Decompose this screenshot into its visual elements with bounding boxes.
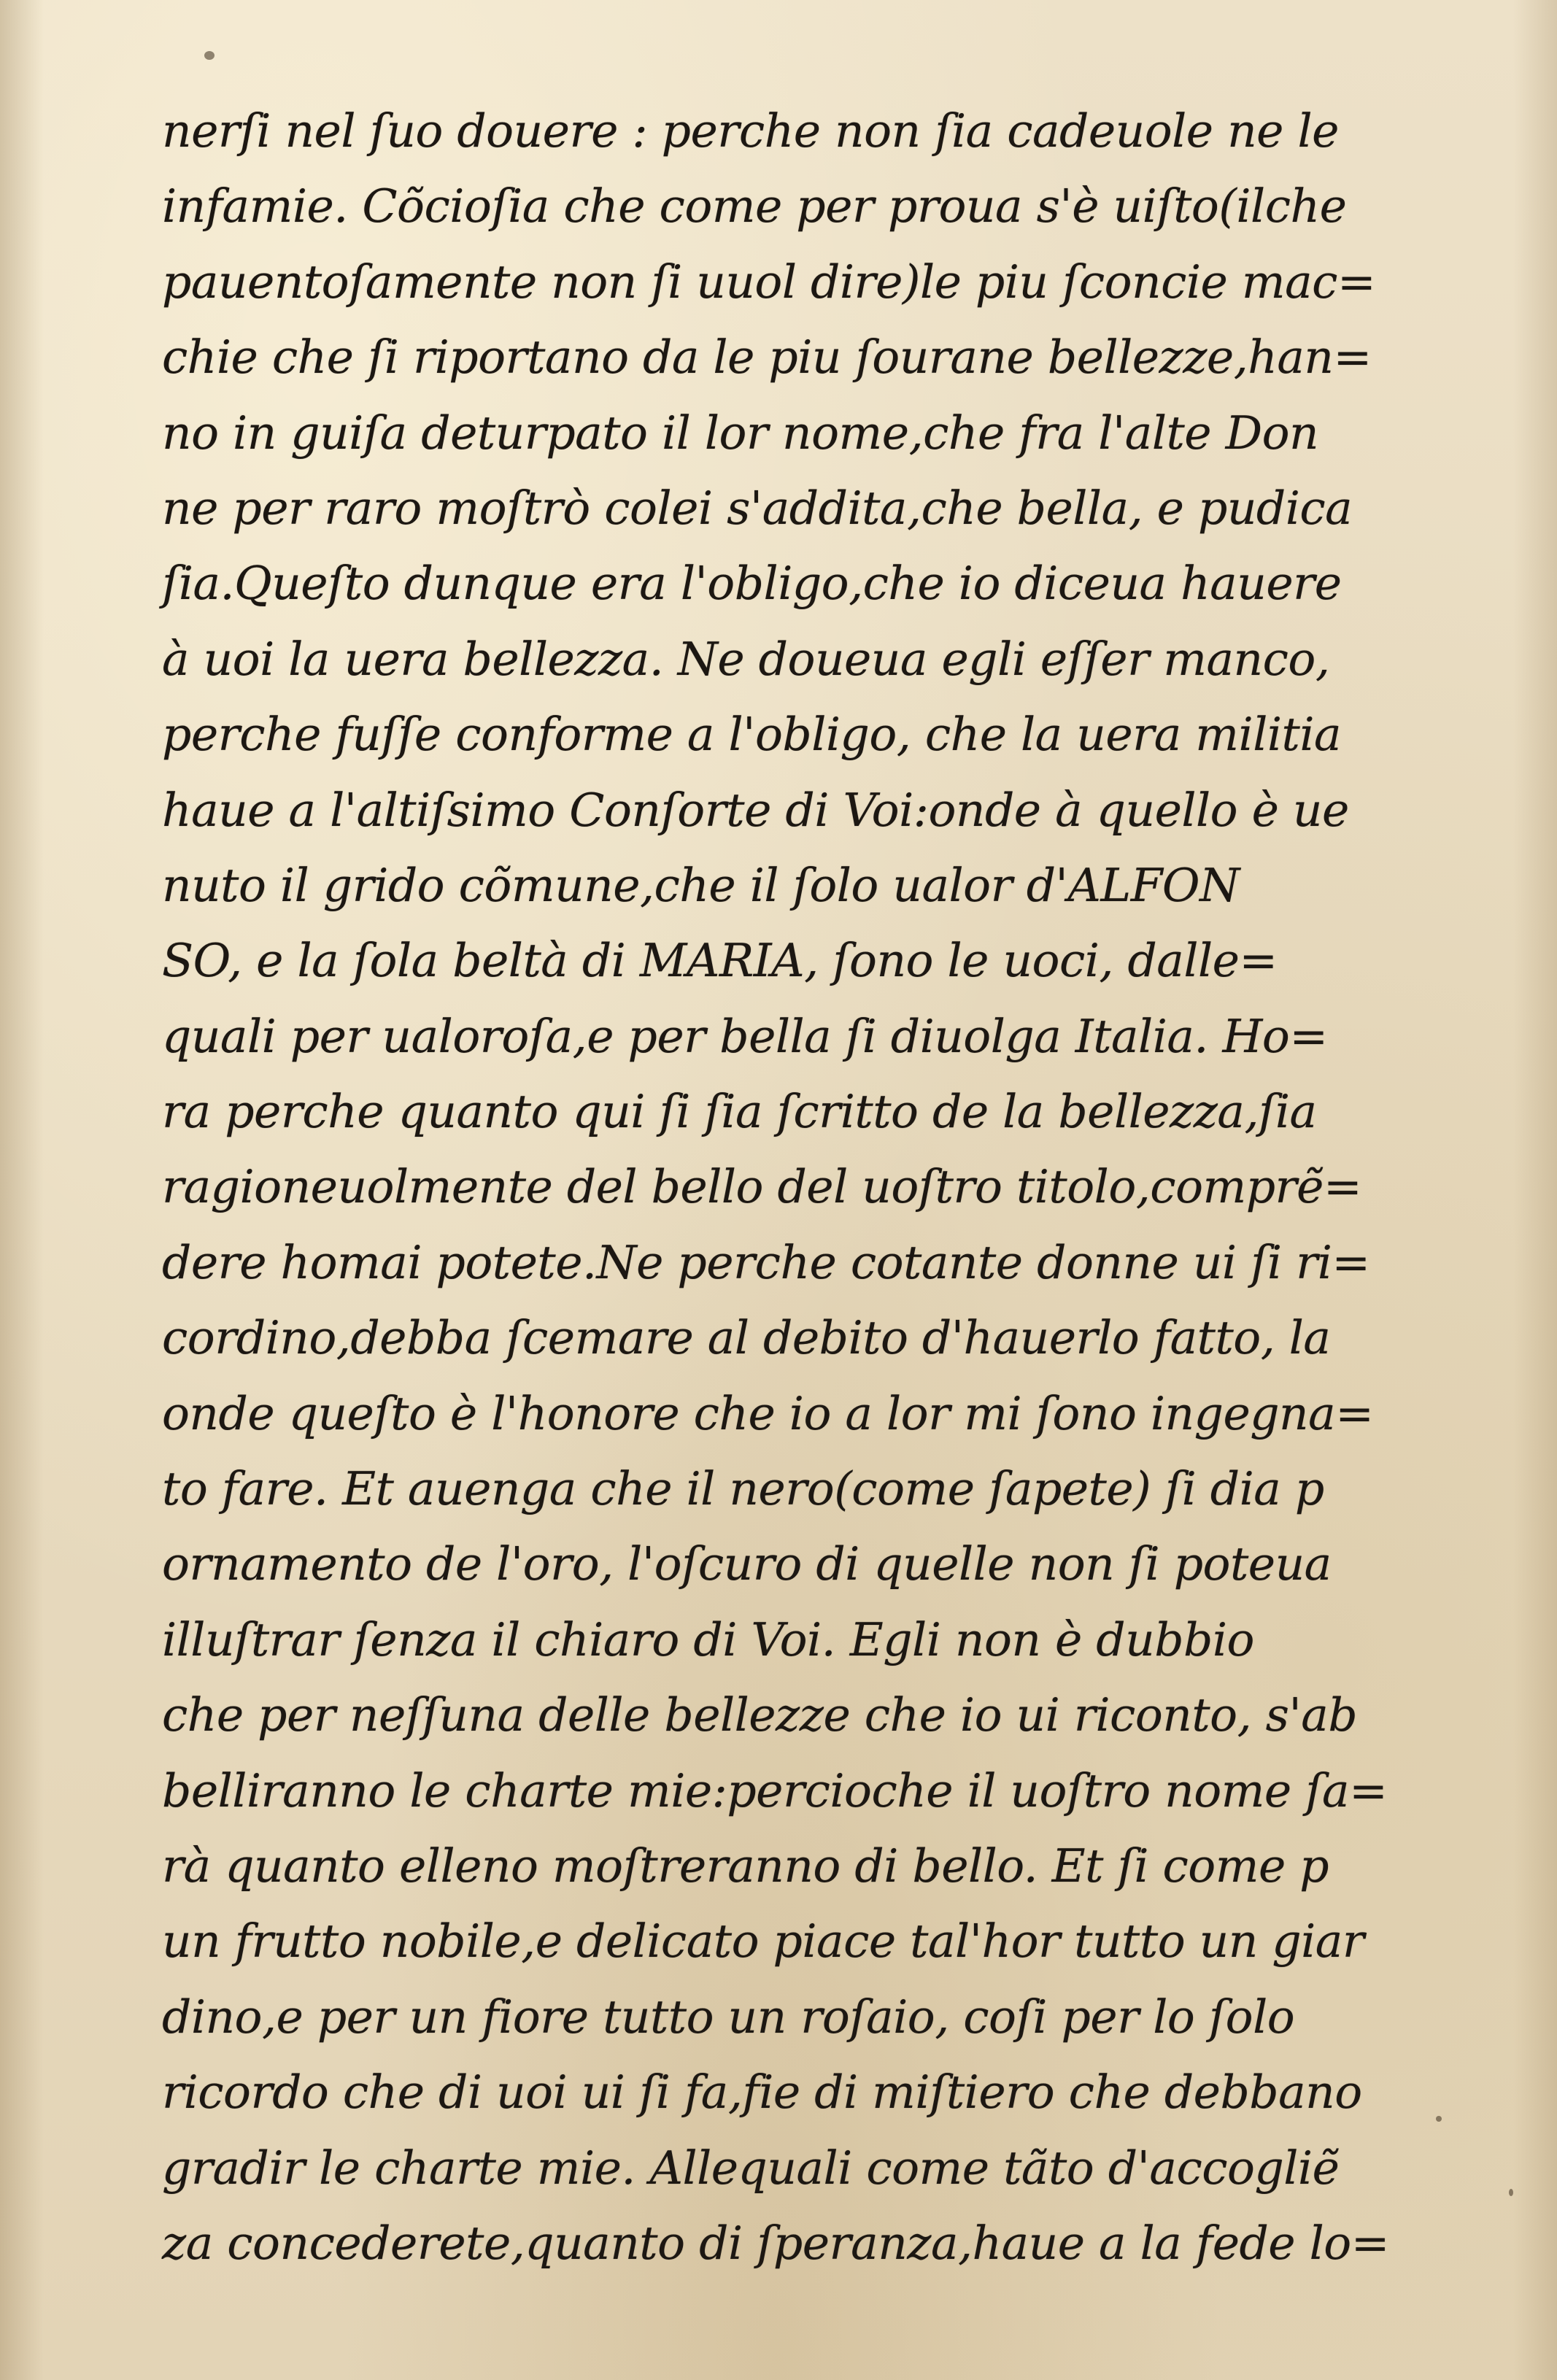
text-line: dere homai potete.Ne perche cotante donne ui ſi ri= — [162, 1235, 1370, 1289]
text-line: gradir le charte mie. Allequali come tãto d'accogliẽ — [162, 2141, 1340, 2195]
text-line: nuto il grido cõmune,che il ſolo ualor d'ALFON — [162, 858, 1240, 912]
text-line: chie che ſi riportano da le piu ſourane bellezze,han= — [162, 331, 1372, 385]
text-line: che per neſſuna delle bellezze che io ui riconto, s'ab — [162, 1688, 1358, 1742]
text-line: à uoi la uera bellezza. Ne doueua egli eſſer manco, — [162, 632, 1330, 686]
text-line: no in guiſa deturpato il lor nome,che fra l'alte Don — [162, 406, 1319, 460]
text-line: ne per raro moſtrò colei s'addita,che bella, e pudica — [162, 481, 1353, 535]
page-left-edge-shadow — [0, 0, 44, 2380]
ink-speck — [1509, 2189, 1513, 2196]
text-line: pauentoſamente non ſi uuol dire)le piu ſconcie mac= — [162, 255, 1376, 309]
text-line: ragioneuolmente del bello del uoſtro titolo,comprẽ= — [162, 1160, 1362, 1214]
text-line: nerſi nel ſuo douere : perche non ſia cadeuole ne le — [162, 104, 1339, 158]
text-line: un frutto nobile,e delicato piace tal'hor tutto un giar — [162, 1915, 1364, 1968]
text-line: to fare. Et auenga che il nero(come ſapete) ſi dia p — [162, 1462, 1324, 1516]
text-line: illuſtrar ſenza il chiaro di Voi. Egli non è dubbio — [162, 1612, 1254, 1666]
text-line: onde queſto è l'honore che io a lor mi ſono ingegna= — [162, 1386, 1374, 1440]
text-line: SO, e la ſola beltà di MARIA, ſono le uoci, dalle= — [162, 934, 1278, 988]
text-line: ornamento de l'oro, l'oſcuro di quelle non ſi poteua — [162, 1537, 1332, 1591]
text-line: ſia.Queſto dunque era l'obligo,che io diceua hauere — [162, 557, 1342, 611]
text-line: za concederete,quanto di ſperanza,haue a la fede lo= — [162, 2216, 1389, 2270]
text-line: perche fuſſe conforme a l'obligo, che la uera militia — [162, 708, 1342, 762]
text-line: dino,e per un fiore tutto un roſaio, coſi per lo ſolo — [162, 1990, 1295, 2044]
text-line: quali per ualoroſa,e per bella ſi diuolga Italia. Ho= — [162, 1009, 1328, 1063]
text-line: belliranno le charte mie:percioche il uoſtro nome ſa= — [162, 1763, 1388, 1817]
text-line: ra perche quanto qui ſi ſia ſcritto de la bellezza,ſia — [162, 1085, 1317, 1139]
ink-speck — [204, 51, 215, 60]
text-line: cordino,debba ſcemare al debito d'hauerlo fatto, la — [162, 1311, 1331, 1365]
text-line: haue a l'altiſsimo Conſorte di Voi:onde à quello è ue — [162, 783, 1349, 837]
text-line: infamie. Cõcioſia che come per proua s'è uiſto(ilche — [162, 179, 1347, 233]
body-text — [162, 93, 1446, 2281]
page-right-edge-shadow — [1513, 0, 1557, 2380]
text-line: rà quanto elleno moſtreranno di bello. Et ſi come p — [162, 1839, 1329, 1893]
text-line: ricordo che di uoi ui ſi fa,fie di miſtiero che debbano — [162, 2066, 1362, 2120]
